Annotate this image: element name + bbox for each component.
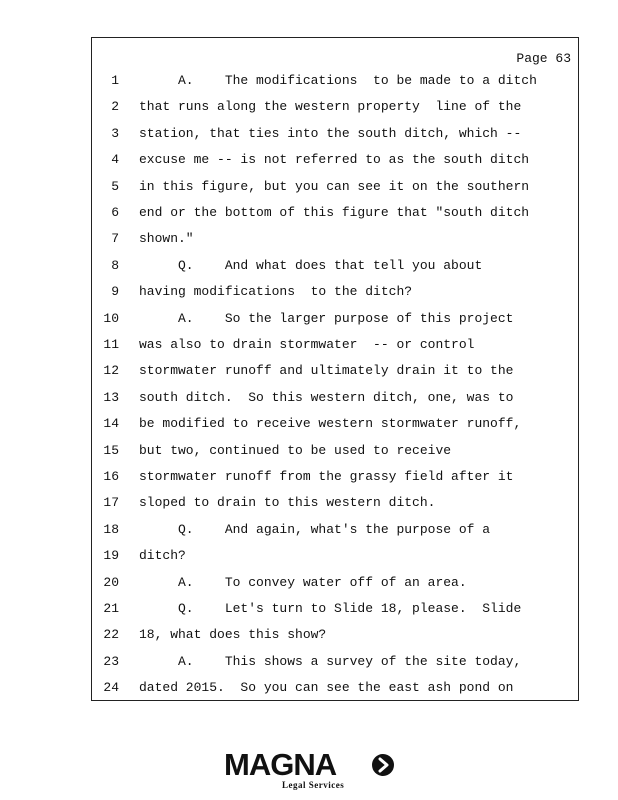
line-text: shown.": [139, 231, 194, 247]
transcript-line: [92, 414, 578, 434]
line-number: 11: [103, 337, 119, 352]
line-number: 21: [103, 601, 119, 616]
transcript-line: [92, 229, 578, 249]
transcript-line: [92, 599, 578, 619]
transcript-line: [92, 335, 578, 355]
line-text: south ditch. So this western ditch, one, was to: [139, 389, 514, 405]
line-text: end or the bottom of this figure that "south ditch: [139, 205, 530, 220]
line-number: 6: [111, 205, 119, 220]
line-text: A. So the larger purpose of this project: [139, 310, 514, 326]
transcript-line: [92, 625, 578, 645]
line-text: A. This shows a survey of the site today,: [139, 653, 522, 669]
line-number: 22: [103, 627, 119, 643]
line-number: 17: [103, 495, 119, 511]
line-number: 10: [103, 310, 119, 326]
transcript-line: [92, 441, 578, 461]
arrow-circle-icon: [372, 754, 394, 776]
transcript-line: [92, 177, 578, 197]
transcript-page: [91, 37, 579, 701]
line-text: ditch?: [139, 548, 186, 564]
line-number: 18: [103, 521, 119, 537]
line-text: Q. And again, what's the purpose of a: [139, 521, 491, 537]
line-number: 3: [111, 125, 119, 141]
transcript-line: [92, 97, 578, 117]
line-text: that runs along the western property line of the: [139, 99, 522, 115]
line-number: 2: [111, 99, 119, 115]
transcript-line: [92, 520, 578, 540]
transcript-line: [92, 71, 578, 91]
line-number: 13: [103, 389, 119, 405]
transcript-line: [92, 467, 578, 487]
transcript-line: [92, 388, 578, 408]
line-number: 5: [111, 178, 119, 194]
transcript-line: [92, 678, 578, 698]
line-number: 14: [103, 416, 119, 432]
line-number: 9: [111, 284, 119, 300]
line-text: in this figure, but you can see it on the southern: [139, 178, 530, 194]
line-number: 20: [103, 574, 119, 590]
line-number: 24: [103, 680, 119, 696]
line-text: A. The modifications to be made to a ditch: [139, 73, 537, 88]
transcript-line: [92, 652, 578, 672]
transcript-line: [92, 124, 578, 144]
transcript-line: [92, 309, 578, 329]
transcript-line: [92, 546, 578, 566]
line-text: A. To convey water off of an area.: [139, 574, 467, 590]
line-text: stormwater runoff from the grassy field after it: [139, 469, 514, 484]
transcript-line: [92, 256, 578, 276]
line-text: Q. Let's turn to Slide 18, please. Slide: [139, 601, 522, 616]
transcript-line: [92, 493, 578, 513]
line-text: but two, continued to be used to receive: [139, 442, 452, 458]
line-number: 16: [103, 469, 119, 484]
line-text: sloped to drain to this western ditch.: [139, 495, 436, 511]
transcript-line: [92, 282, 578, 302]
line-number: 7: [111, 231, 119, 247]
page-number: Page 63: [516, 51, 571, 66]
line-text: stormwater runoff and ultimately drain it to the: [139, 363, 514, 379]
logo-wordmark: MAGNA: [224, 747, 337, 782]
line-text: 18, what does this show?: [139, 627, 327, 643]
logo-subtext: Legal Services: [282, 780, 345, 790]
transcript-line: [92, 573, 578, 593]
line-text: be modified to receive western stormwater runoff,: [139, 416, 522, 432]
line-text: excuse me -- is not referred to as the south ditch: [139, 152, 530, 168]
line-text: station, that ties into the south ditch, which --: [139, 125, 522, 141]
line-number: 19: [103, 548, 119, 564]
line-text: was also to drain stormwater -- or control: [139, 337, 475, 352]
line-number: 15: [103, 442, 119, 458]
line-text: having modifications to the ditch?: [139, 284, 413, 300]
line-number: 8: [111, 257, 119, 273]
line-number: 1: [111, 73, 119, 88]
line-number: 23: [103, 653, 119, 669]
line-number: 12: [103, 363, 119, 379]
transcript-line: [92, 203, 578, 223]
transcript-line: [92, 150, 578, 170]
line-number: 4: [111, 152, 119, 168]
line-text: Q. And what does that tell you about: [139, 257, 483, 273]
magna-logo: [224, 748, 396, 794]
line-text: dated 2015. So you can see the east ash pond on: [139, 680, 514, 696]
transcript-line: [92, 361, 578, 381]
